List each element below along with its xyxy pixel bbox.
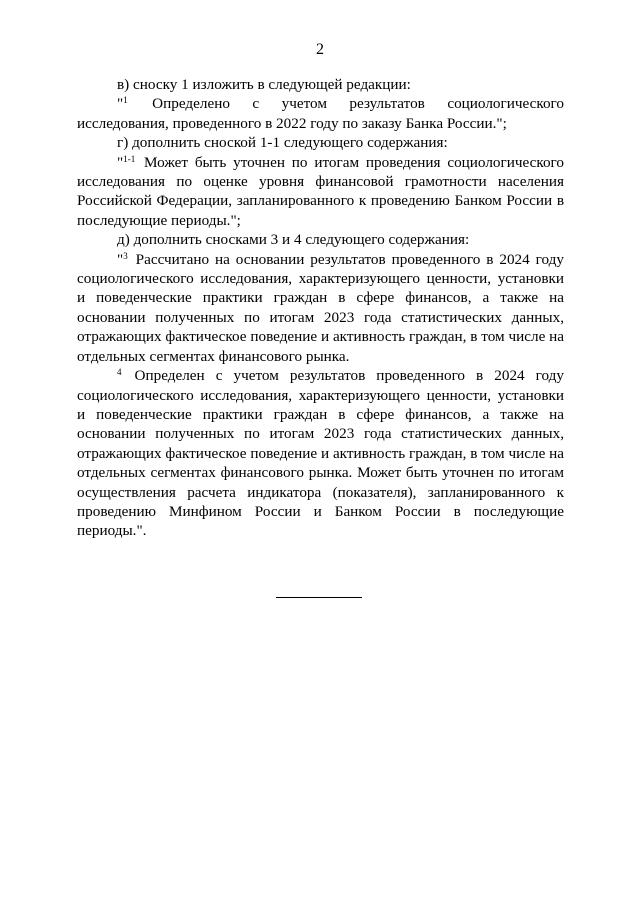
footnote-1-1-text bbox=[77, 153, 564, 231]
footnote-mark: 1 bbox=[123, 95, 128, 106]
opening-quote: " bbox=[117, 153, 124, 171]
footnote-1-text bbox=[77, 94, 564, 133]
document-body bbox=[77, 75, 564, 541]
instruction-footnotes-3-4 bbox=[77, 230, 564, 249]
paragraph-text: в) сноску 1 изложить в следующей редакции: bbox=[117, 76, 411, 93]
footnote-mark: 4 bbox=[117, 367, 122, 378]
paragraph-text: Рассчитано на основании результатов проведенного в 2024 году социологического исследования, характеризующего ценности, установки и поведенческие практики граждан в сфере финансов, а также на основании полученных по итогам 2023 года статистических данных, отражающих фактическое поведение и активность граждан, в том числе на отдельных сегментах финансового рынка. bbox=[77, 250, 564, 365]
footnote-mark: 3 bbox=[123, 250, 128, 261]
paragraph-text: Определено с учетом результатов социологического исследования, проведенного в 2022 году по заказу Банка России."; bbox=[77, 95, 564, 132]
opening-quote: " bbox=[117, 250, 124, 268]
paragraph-text: г) дополнить сноской 1-1 следующего содержания: bbox=[117, 134, 448, 152]
footnote-mark: 1-1 bbox=[123, 153, 136, 164]
page-number: 2 bbox=[316, 41, 324, 58]
paragraph-text: д) дополнить сносками 3 и 4 следующего содержания: bbox=[117, 231, 470, 249]
closing-divider bbox=[276, 597, 362, 598]
footnote-3-text bbox=[77, 250, 564, 366]
footnote-4-text bbox=[77, 366, 564, 541]
paragraph-text: Может быть уточнен по итогам проведения социологического исследования по оценке уровня финансовой грамотности населения Российской Федерации, запланированного к проведению Банком России в последующие периоды."; bbox=[77, 153, 564, 229]
instruction-footnote-1 bbox=[77, 75, 564, 94]
instruction-footnote-1-1 bbox=[77, 133, 564, 152]
paragraph-text: Определен с учетом результатов проведенного в 2024 году социологического исследования, характеризующего ценности, установки и поведенческие практики граждан в сфере финансов, а также на основании полученных по итогам 2023 года статистических данных, отражающих фактическое поведение и активность граждан, в том числе на отдельных сегментах финансового рынка. Может быть уточнен по итогам осуществления расчета индикатора (показателя), запланированного к проведению Минфином России и Банком России в последующие периоды.". bbox=[77, 367, 564, 540]
opening-quote: " bbox=[117, 95, 124, 113]
